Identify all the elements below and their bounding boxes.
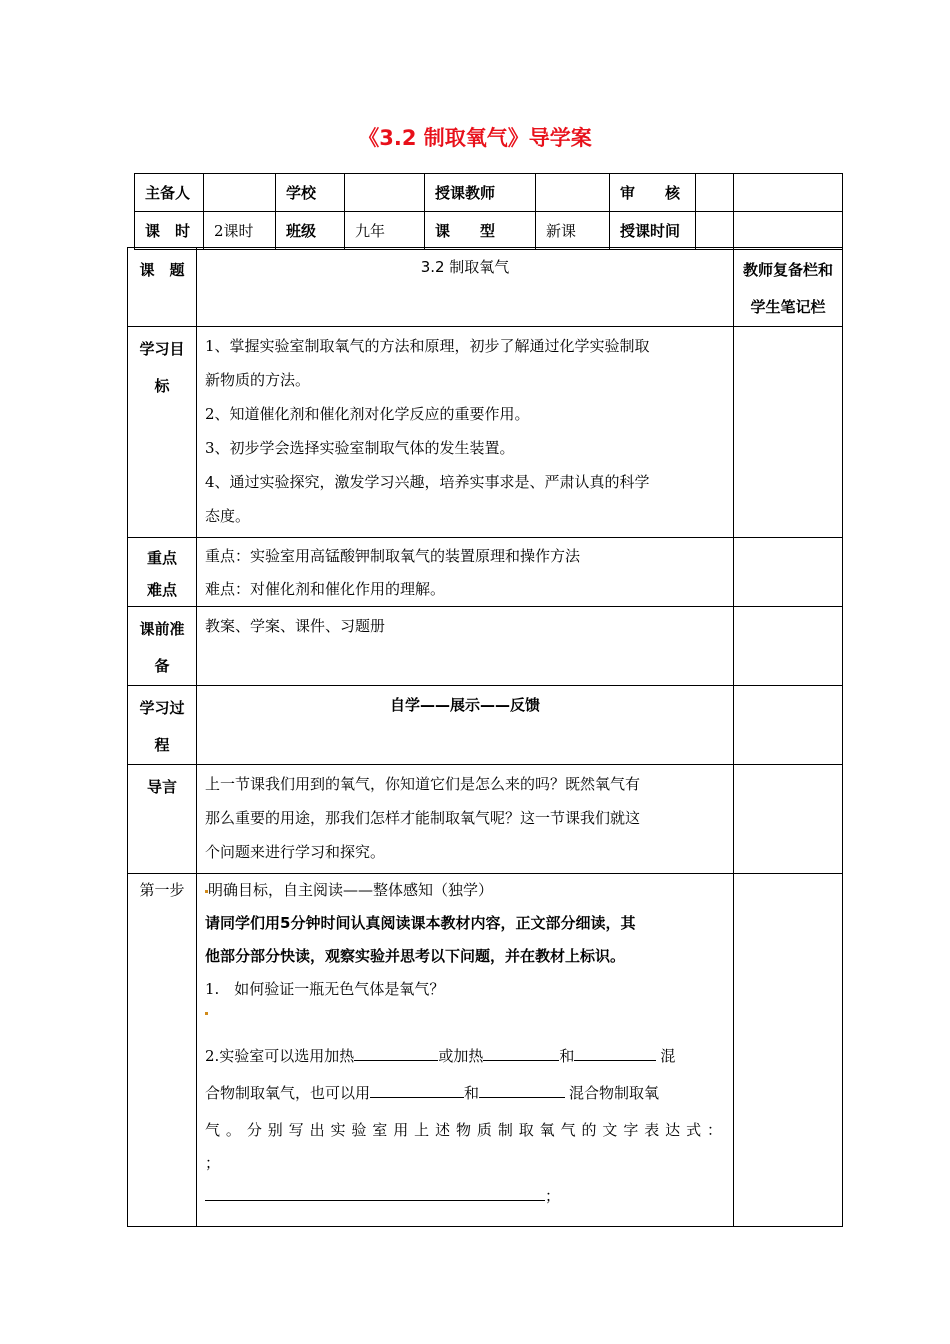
process-label: 学习过 程 [128, 686, 197, 765]
notes-cell [734, 607, 843, 686]
step1-content [197, 874, 734, 1227]
answer-blank-3[interactable] [574, 1042, 656, 1061]
teacher-value [536, 174, 610, 212]
difficulty-line: 难点：对催化剂和催化作用的理解。 [205, 580, 446, 598]
goal-line: 1、掌握实验室制取氧气的方法和原理，初步了解通过化学实验制取 [205, 337, 650, 355]
review-label: 审 核 [610, 174, 696, 212]
topic-label: 课 题 [128, 248, 197, 327]
notes-cell [734, 538, 843, 607]
answer-blank-1[interactable] [354, 1042, 438, 1061]
type-label: 课 型 [425, 212, 536, 250]
info-row-1 [135, 174, 843, 212]
answer-blank-4[interactable] [370, 1079, 464, 1098]
goals-content [197, 327, 734, 538]
row-step1 [128, 874, 843, 1227]
goal-line: 2、知道催化剂和催化剂对化学反应的重要作用。 [205, 405, 530, 423]
info-table [134, 173, 843, 250]
goal-line: 新物质的方法。 [205, 371, 311, 389]
row-process [128, 686, 843, 765]
marker-dot [205, 1012, 208, 1015]
lesson-table [127, 247, 843, 1227]
preparer-label: 主备人 [135, 174, 204, 212]
question-2-line-2: 合物制取氧气，也可以用 和 混合物制取氧 [205, 1077, 725, 1110]
intro-content [197, 765, 734, 874]
step1-instruction-2: 他部分部分快读，观察实验并思考以下问题，并在教材上标识。 [205, 947, 626, 965]
notes-cell [734, 765, 843, 874]
row-keypoints [128, 538, 843, 607]
intro-line: 上一节课我们用到的氧气，你知道它们是怎么来的吗？既然氧气有 [205, 775, 641, 793]
question-1: 1. 如何验证一瓶无色气体是氧气？ [205, 980, 445, 998]
time-label: 授课时间 [610, 212, 696, 250]
class-label: 班级 [276, 212, 345, 250]
goals-label: 学习目 标 [128, 327, 197, 538]
step1-label: 第一步 [128, 874, 197, 1227]
preparer-value [204, 174, 276, 212]
keypoints-label: 重点 难点 [128, 538, 197, 607]
row-goals [128, 327, 843, 538]
row-topic [128, 248, 843, 327]
intro-label: 导言 [128, 765, 197, 874]
row-prep [128, 607, 843, 686]
prep-content: 教案、学案、课件、习题册 [197, 607, 734, 686]
class-value: 九年 [345, 212, 425, 250]
keypoint-line: 重点：实验室用高锰酸钾制取氧气的装置原理和操作方法 [205, 547, 581, 565]
question-2-line-3: 气。分别写出实验室用上述物质制取氧气的文字表达式： [205, 1121, 725, 1139]
keypoints-content [197, 538, 734, 607]
page-title: 《3.2 制取氧气》导学案 [358, 126, 592, 150]
semicolon-1: ； [205, 1154, 221, 1172]
step1-instruction-1: 请同学们用5分钟时间认真阅读课本教材内容，正文部分细读，其 [205, 914, 636, 932]
intro-line: 那么重要的用途，那我们怎样才能制取氧气呢？这一节课我们就这 [205, 809, 641, 827]
row-intro [128, 765, 843, 874]
school-value [345, 174, 425, 212]
answer-blank-5[interactable] [479, 1079, 565, 1098]
extra-cell [734, 174, 843, 212]
period-value: 2课时 [204, 212, 276, 250]
goal-line: 4、通过实验探究，激发学习兴趣，培养实事求是、严肃认真的科学 [205, 473, 650, 491]
review-value [696, 174, 734, 212]
topic-value: 3.2 制取氧气 [420, 258, 510, 276]
topic-text [197, 248, 734, 327]
answer-line: ； [205, 1180, 725, 1213]
notes-cell [734, 327, 843, 538]
answer-blank-6[interactable] [205, 1182, 545, 1201]
prep-label: 课前准 备 [128, 607, 197, 686]
notes-cell [734, 686, 843, 765]
goal-line: 3、初步学会选择实验室制取气体的发生装置。 [205, 439, 515, 457]
type-value: 新课 [536, 212, 610, 250]
question-2-line-1: 2.实验室可以选用加热 或加热 和 混 [205, 1040, 725, 1073]
period-label: 课 时 [135, 212, 204, 250]
intro-line: 个问题来进行学习和探究。 [205, 843, 386, 861]
teacher-label: 授课教师 [425, 174, 536, 212]
process-content: 自学——展示——反馈 [197, 686, 734, 765]
goal-line: 态度。 [205, 507, 251, 525]
answer-blank-2[interactable] [483, 1042, 559, 1061]
school-label: 学校 [276, 174, 345, 212]
step1-heading: 明确目标，自主阅读——整体感知（独学） [208, 881, 494, 899]
notes-cell [734, 874, 843, 1227]
notes-column-header: 教师复备栏和 学生笔记栏 [734, 248, 843, 327]
extra-cell-2 [734, 212, 843, 250]
time-value [696, 212, 734, 250]
info-row-2 [135, 212, 843, 250]
